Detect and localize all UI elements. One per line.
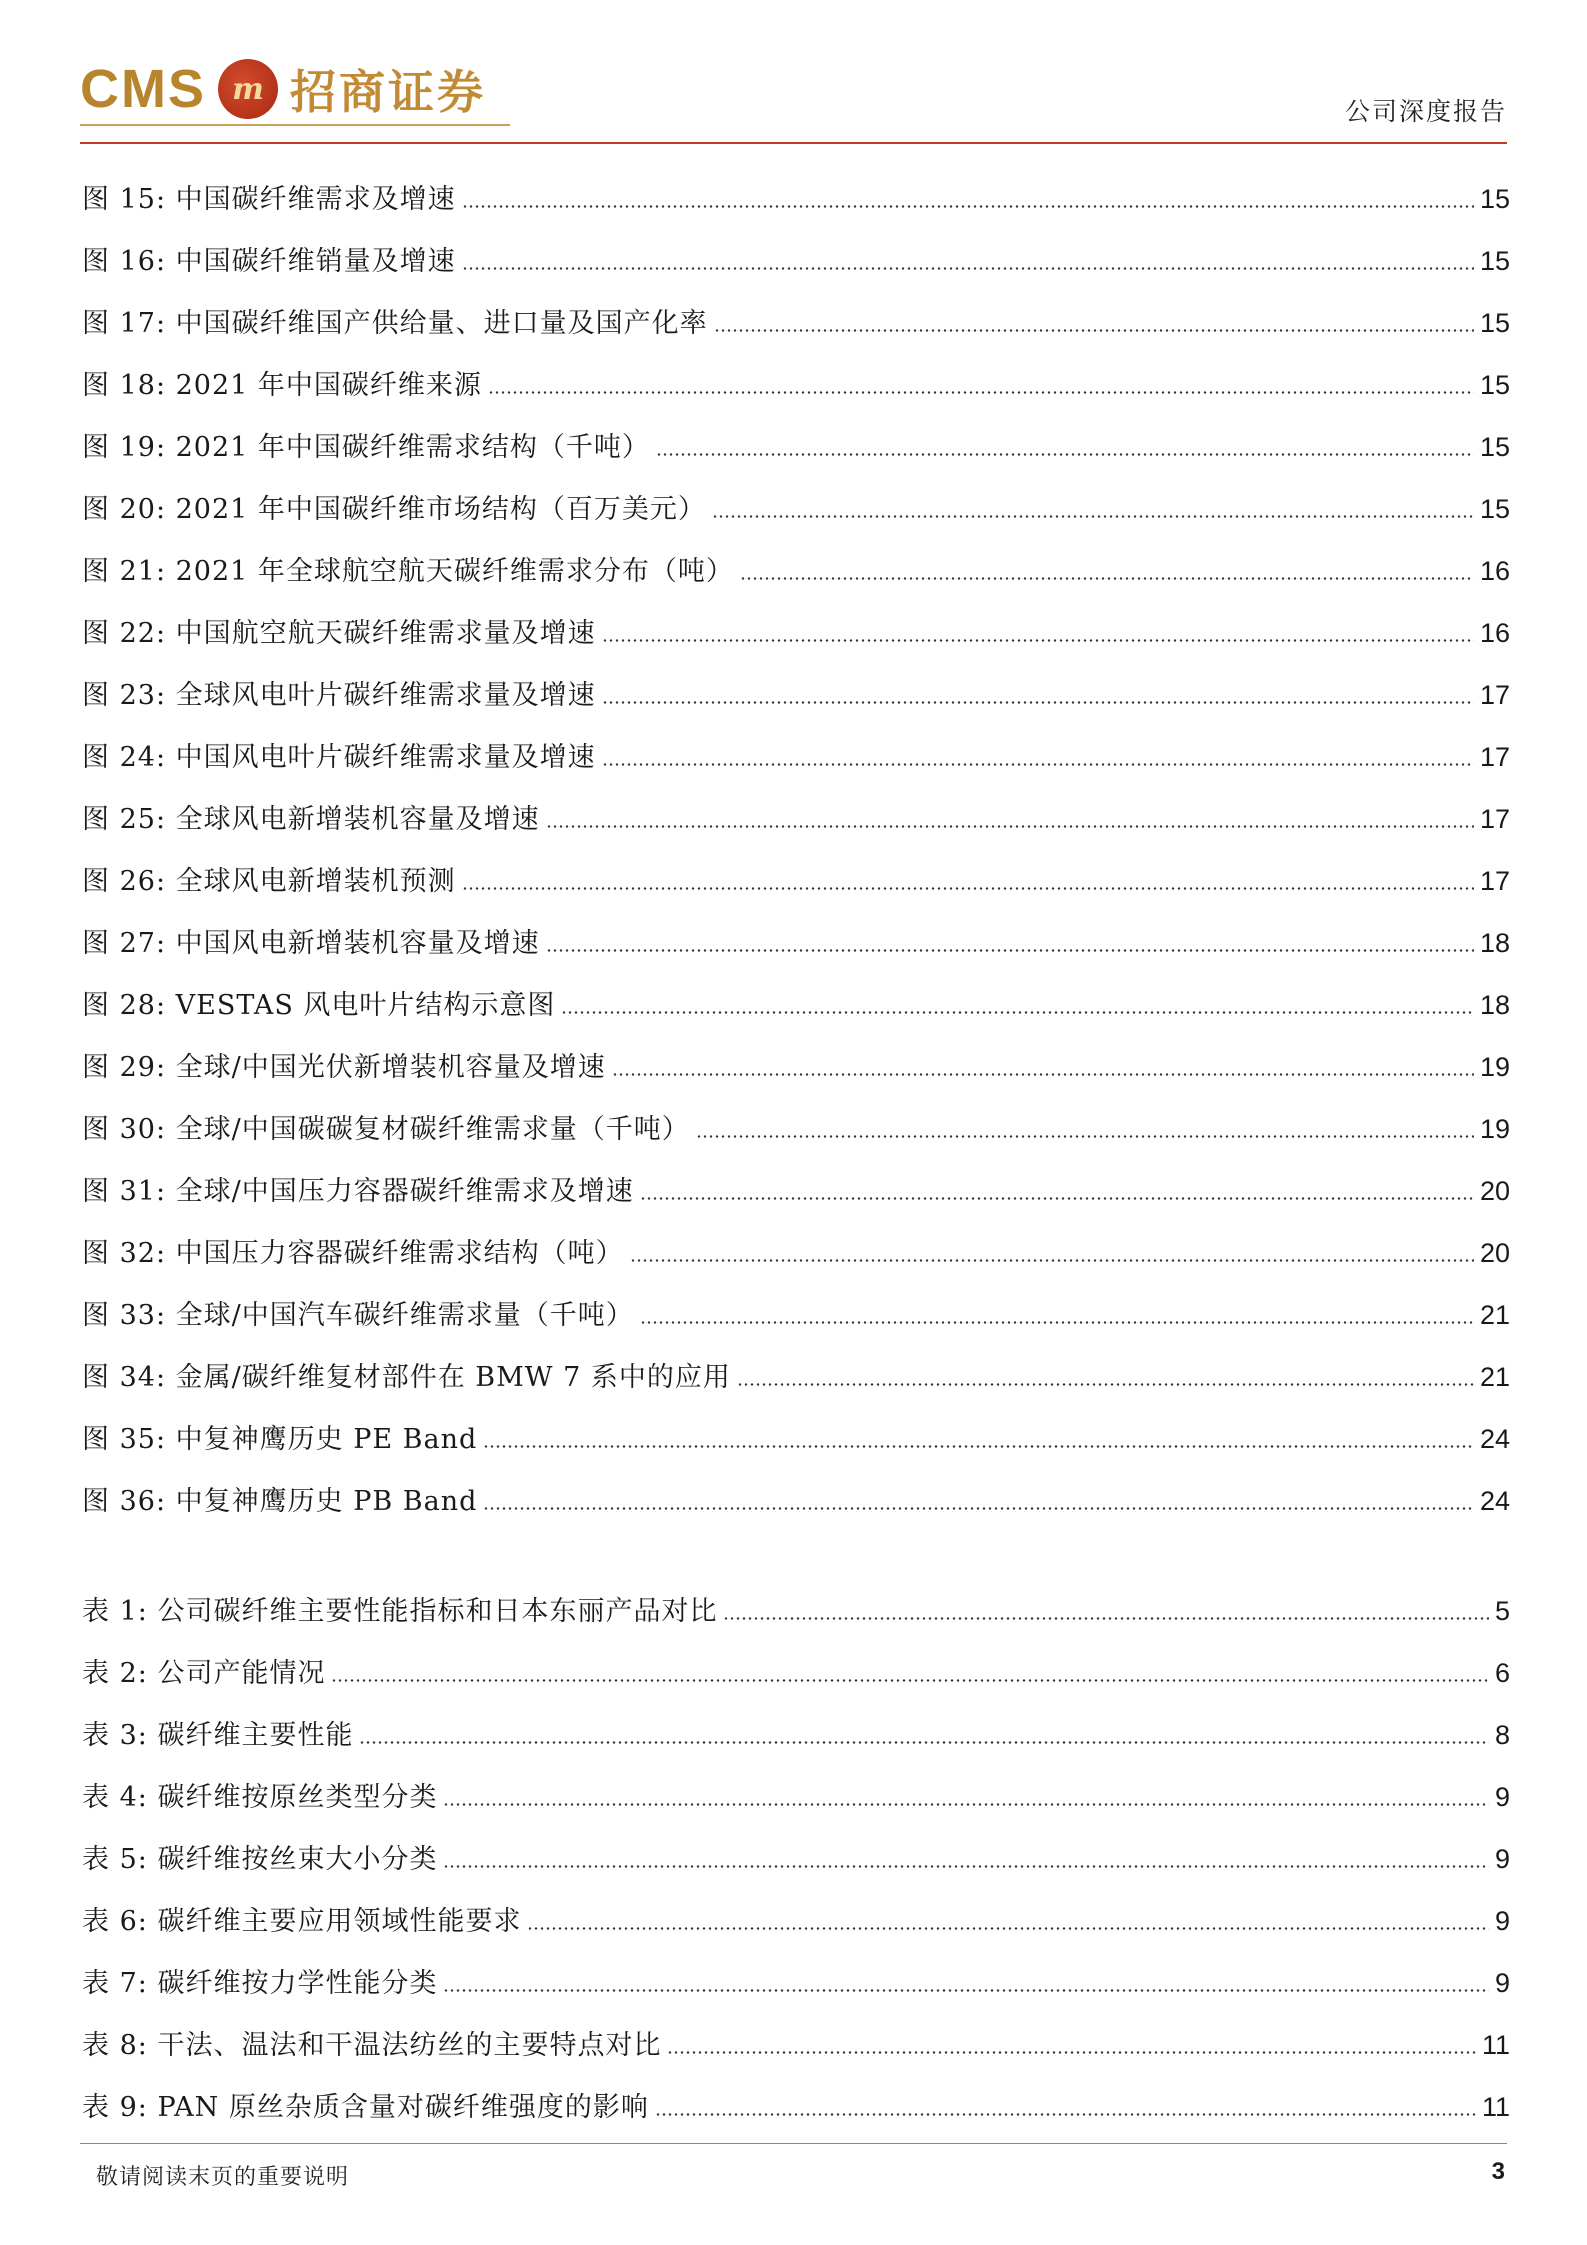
- dot-leader: [667, 2051, 1476, 2054]
- table-entry-title[interactable]: 表 5: 碳纤维按丝束大小分类: [82, 1844, 438, 1875]
- figure-index-list: [82, 168, 1510, 1532]
- figure-entry-page[interactable]: 17: [1479, 742, 1510, 772]
- table-entry-title[interactable]: 表 6: 碳纤维主要应用领域性能要求: [82, 1906, 522, 1937]
- figure-entry-page[interactable]: 19: [1479, 1114, 1510, 1144]
- figure-entry[interactable]: [82, 168, 1510, 230]
- report-type: 公司深度报告: [1344, 97, 1507, 126]
- table-entry[interactable]: [82, 1828, 1510, 1890]
- page-header: [0, 0, 1587, 145]
- dot-leader: [546, 949, 1474, 952]
- dot-leader: [723, 1617, 1489, 1620]
- figure-entry-title[interactable]: 图 27: 中国风电新增装机容量及增速: [82, 928, 540, 959]
- figure-entry-page[interactable]: 17: [1479, 804, 1510, 834]
- logo-latin-text: CMS: [80, 59, 206, 119]
- dot-leader: [602, 639, 1474, 642]
- figure-entry-title[interactable]: 图 34: 金属/碳纤维复材部件在 BMW 7 系中的应用: [82, 1362, 731, 1393]
- figure-entry[interactable]: [82, 850, 1510, 912]
- figure-entry-title[interactable]: 图 32: 中国压力容器碳纤维需求结构（吨）: [82, 1238, 624, 1269]
- dot-leader: [640, 1197, 1474, 1200]
- table-entry-page[interactable]: 6: [1494, 1658, 1510, 1688]
- dot-leader: [640, 1321, 1474, 1324]
- figure-entry[interactable]: [82, 540, 1510, 602]
- figure-entry-page[interactable]: 20: [1479, 1176, 1510, 1206]
- figure-entry-page[interactable]: 20: [1479, 1238, 1510, 1268]
- dot-leader: [462, 267, 1474, 270]
- dot-leader: [602, 701, 1474, 704]
- figure-entry[interactable]: [82, 912, 1510, 974]
- table-entry-page[interactable]: 5: [1494, 1596, 1510, 1626]
- table-entry-title[interactable]: 表 3: 碳纤维主要性能: [82, 1720, 354, 1751]
- dot-leader: [359, 1741, 1489, 1744]
- logo-underline: [80, 124, 510, 126]
- dot-leader: [488, 391, 1474, 394]
- figure-entry-page[interactable]: 15: [1479, 432, 1510, 462]
- table-entry-page[interactable]: 9: [1494, 1844, 1510, 1874]
- header-divider: [80, 142, 1507, 144]
- figure-entry[interactable]: [82, 292, 1510, 354]
- table-entry-page[interactable]: 11: [1481, 2092, 1510, 2122]
- dot-leader: [696, 1135, 1474, 1138]
- cms-logo: [80, 56, 486, 122]
- figure-entry-title[interactable]: 图 20: 2021 年中国碳纤维市场结构（百万美元）: [82, 494, 706, 525]
- figure-entry-page[interactable]: 17: [1479, 866, 1510, 896]
- table-entry[interactable]: [82, 1704, 1510, 1766]
- logo-emblem-icon: m: [218, 59, 278, 119]
- table-entry-title[interactable]: 表 2: 公司产能情况: [82, 1658, 326, 1689]
- table-entry[interactable]: [82, 2014, 1510, 2076]
- table-entry[interactable]: [82, 1580, 1510, 1642]
- dot-leader: [630, 1259, 1474, 1262]
- table-entry[interactable]: [82, 1952, 1510, 2014]
- table-entry-page[interactable]: 9: [1494, 1968, 1510, 1998]
- dot-leader: [712, 515, 1474, 518]
- figure-entry[interactable]: [82, 1036, 1510, 1098]
- dot-leader: [462, 205, 1474, 208]
- figure-entry-page[interactable]: 16: [1479, 556, 1510, 586]
- dot-leader: [527, 1927, 1489, 1930]
- table-entry-title[interactable]: 表 4: 碳纤维按原丝类型分类: [82, 1782, 438, 1813]
- figure-entry-page[interactable]: 24: [1479, 1424, 1510, 1454]
- table-entry-title[interactable]: 表 7: 碳纤维按力学性能分类: [82, 1968, 438, 1999]
- table-entry[interactable]: [82, 1890, 1510, 1952]
- figure-entry-page[interactable]: 19: [1479, 1052, 1510, 1082]
- table-entry-page[interactable]: 8: [1494, 1720, 1510, 1750]
- figure-entry-title[interactable]: 图 36: 中复神鹰历史 PB Band: [82, 1486, 478, 1517]
- figure-entry[interactable]: [82, 726, 1510, 788]
- figure-entry[interactable]: [82, 974, 1510, 1036]
- figure-entry-title[interactable]: 图 30: 全球/中国碳碳复材碳纤维需求量（千吨）: [82, 1114, 690, 1145]
- figure-entry[interactable]: [82, 1408, 1510, 1470]
- table-index-list: [82, 1580, 1510, 2138]
- figure-entry[interactable]: [82, 1098, 1510, 1160]
- figure-entry-page[interactable]: 15: [1479, 308, 1510, 338]
- dot-leader: [737, 1383, 1474, 1386]
- dot-leader: [483, 1445, 1474, 1448]
- figure-entry-page[interactable]: 17: [1479, 680, 1510, 710]
- table-entry-page[interactable]: 11: [1481, 2030, 1510, 2060]
- figure-entry-title[interactable]: 图 17: 中国碳纤维国产供给量、进口量及国产化率: [82, 308, 708, 339]
- table-entry-title[interactable]: 表 9: PAN 原丝杂质含量对碳纤维强度的影响: [82, 2092, 649, 2123]
- figure-entry-page[interactable]: 15: [1479, 184, 1510, 214]
- figure-entry-title[interactable]: 图 15: 中国碳纤维需求及增速: [82, 184, 456, 215]
- figure-entry-title[interactable]: 图 24: 中国风电叶片碳纤维需求量及增速: [82, 742, 596, 773]
- figure-entry[interactable]: [82, 664, 1510, 726]
- figure-entry-page[interactable]: 24: [1479, 1486, 1510, 1516]
- figure-entry-title[interactable]: 图 31: 全球/中国压力容器碳纤维需求及增速: [82, 1176, 634, 1207]
- figure-entry[interactable]: [82, 788, 1510, 850]
- figure-entry-title[interactable]: 图 16: 中国碳纤维销量及增速: [82, 246, 456, 277]
- dot-leader: [602, 763, 1474, 766]
- figure-entry-page[interactable]: 18: [1479, 990, 1510, 1020]
- figure-entry-page[interactable]: 15: [1479, 370, 1510, 400]
- figure-entry[interactable]: [82, 602, 1510, 664]
- figure-entry-page[interactable]: 21: [1479, 1300, 1510, 1330]
- figure-entry[interactable]: [82, 1160, 1510, 1222]
- figure-entry-title[interactable]: 图 29: 全球/中国光伏新增装机容量及增速: [82, 1052, 606, 1083]
- table-entry[interactable]: [82, 1766, 1510, 1828]
- dot-leader: [656, 453, 1474, 456]
- table-entry[interactable]: [82, 1642, 1510, 1704]
- dot-leader: [612, 1073, 1474, 1076]
- figure-entry[interactable]: [82, 354, 1510, 416]
- table-entry[interactable]: [82, 2076, 1510, 2138]
- figure-entry-title[interactable]: 图 35: 中复神鹰历史 PE Band: [82, 1424, 478, 1455]
- table-entry-title[interactable]: 表 8: 干法、温法和干温法纺丝的主要特点对比: [82, 2030, 662, 2061]
- table-entry-title[interactable]: 表 1: 公司碳纤维主要性能指标和日本东丽产品对比: [82, 1596, 718, 1627]
- table-entry-page[interactable]: 9: [1494, 1782, 1510, 1812]
- figure-entry-title[interactable]: 图 25: 全球风电新增装机容量及增速: [82, 804, 540, 835]
- dot-leader: [714, 329, 1474, 332]
- figure-entry-title[interactable]: 图 21: 2021 年全球航空航天碳纤维需求分布（吨）: [82, 556, 734, 587]
- figure-entry[interactable]: [82, 230, 1510, 292]
- figure-entry-title[interactable]: 图 18: 2021 年中国碳纤维来源: [82, 370, 482, 401]
- dot-leader: [331, 1679, 1489, 1682]
- figure-entry-page[interactable]: 15: [1479, 494, 1510, 524]
- dot-leader: [655, 2113, 1476, 2116]
- dot-leader: [462, 887, 1474, 890]
- figure-entry[interactable]: [82, 416, 1510, 478]
- figure-entry[interactable]: [82, 1346, 1510, 1408]
- dot-leader: [483, 1507, 1474, 1510]
- figure-entry-title[interactable]: 图 28: VESTAS 风电叶片结构示意图: [82, 990, 556, 1021]
- figure-entry-page[interactable]: 15: [1479, 246, 1510, 276]
- footer-disclaimer-note: 敬请阅读末页的重要说明: [96, 2165, 350, 2190]
- dot-leader: [740, 577, 1474, 580]
- figure-entry-page[interactable]: 16: [1479, 618, 1510, 648]
- figure-entry-title[interactable]: 图 26: 全球风电新增装机预测: [82, 866, 456, 897]
- figure-entry-page[interactable]: 18: [1479, 928, 1510, 958]
- footer-divider: [80, 2143, 1507, 2144]
- dot-leader: [546, 825, 1474, 828]
- dot-leader: [443, 1803, 1489, 1806]
- figure-entry-title[interactable]: 图 23: 全球风电叶片碳纤维需求量及增速: [82, 680, 596, 711]
- figure-entry[interactable]: [82, 478, 1510, 540]
- page-number: 3: [1491, 2158, 1505, 2185]
- figure-entry-page[interactable]: 21: [1479, 1362, 1510, 1392]
- dot-leader: [443, 1865, 1489, 1868]
- figure-entry-title[interactable]: 图 22: 中国航空航天碳纤维需求量及增速: [82, 618, 596, 649]
- figure-entry[interactable]: [82, 1284, 1510, 1346]
- figure-entry[interactable]: [82, 1470, 1510, 1532]
- figure-entry-title[interactable]: 图 33: 全球/中国汽车碳纤维需求量（千吨）: [82, 1300, 634, 1331]
- dot-leader: [561, 1011, 1474, 1014]
- figure-entry[interactable]: [82, 1222, 1510, 1284]
- dot-leader: [443, 1989, 1489, 1992]
- table-entry-page[interactable]: 9: [1494, 1906, 1510, 1936]
- logo-chinese-text: 招商证券: [290, 65, 486, 119]
- figure-entry-title[interactable]: 图 19: 2021 年中国碳纤维需求结构（千吨）: [82, 432, 650, 463]
